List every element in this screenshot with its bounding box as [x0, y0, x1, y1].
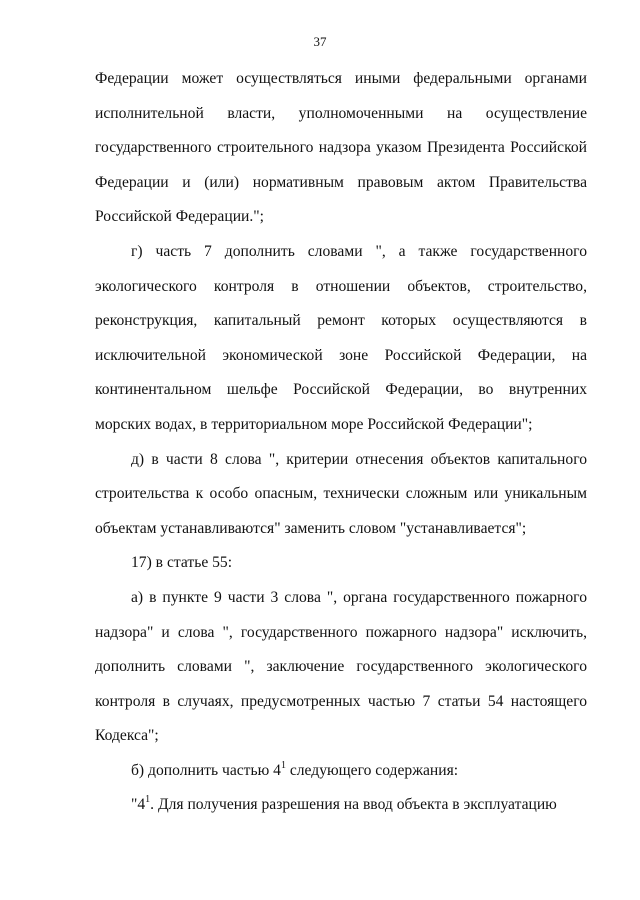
paragraph-item-17: 17) в статье 55: [131, 554, 233, 572]
quote-text: . Для получения разрешения на ввод объекта в эксплуатацию [150, 796, 557, 814]
superscript: 1 [280, 759, 286, 771]
paragraph-item-d: д) в части 8 слова ", критерии отнесения объектов капитального строительства к особо опасным, технически сложным или уникальным объектам устанавливаются" заменить словом "устанавливается"; [95, 450, 587, 537]
paragraph-item-b [95, 754, 587, 789]
page-number: 37 [313, 34, 327, 49]
superscript: 1 [145, 794, 151, 806]
paragraph-item-b-text: б) дополнить частью 4 [131, 761, 281, 779]
paragraph-item-a: а) в пункте 9 части 3 слова ", органа государственного пожарного надзора" и слова ", государственного пожарного надзора" исключить, дополнить словами ", заключение государственного экологического контроля в случаях, предусмотренных частью 7 статьи 54 настоящего Кодекса"; [95, 588, 587, 745]
paragraph-quote-start [95, 788, 587, 823]
paragraph-federation-text: Федерации может осуществляться иными федеральными органами исполнительной власти, уполномоченными на осуществление государственного строительного надзора указом Президента Российской Федерации и (или) нормативным правовым актом Правительства Российской Федерации."; [95, 70, 587, 226]
paragraph-item-g: г) часть 7 дополнить словами ", а также государственного экологического контроля в отношении объектов, строительство, реконструкция, капитальный ремонт которых осуществляются в исключительной экономической зоне Российской Федерации, на континентальном шельфе Российской Федерации, во внутренних морских водах, в территориальном море Российской Федерации"; [95, 242, 587, 433]
quote-prefix: "4 [131, 796, 146, 814]
document-body [95, 62, 587, 823]
paragraph-item-b-text-end: следующего содержания: [285, 761, 459, 779]
